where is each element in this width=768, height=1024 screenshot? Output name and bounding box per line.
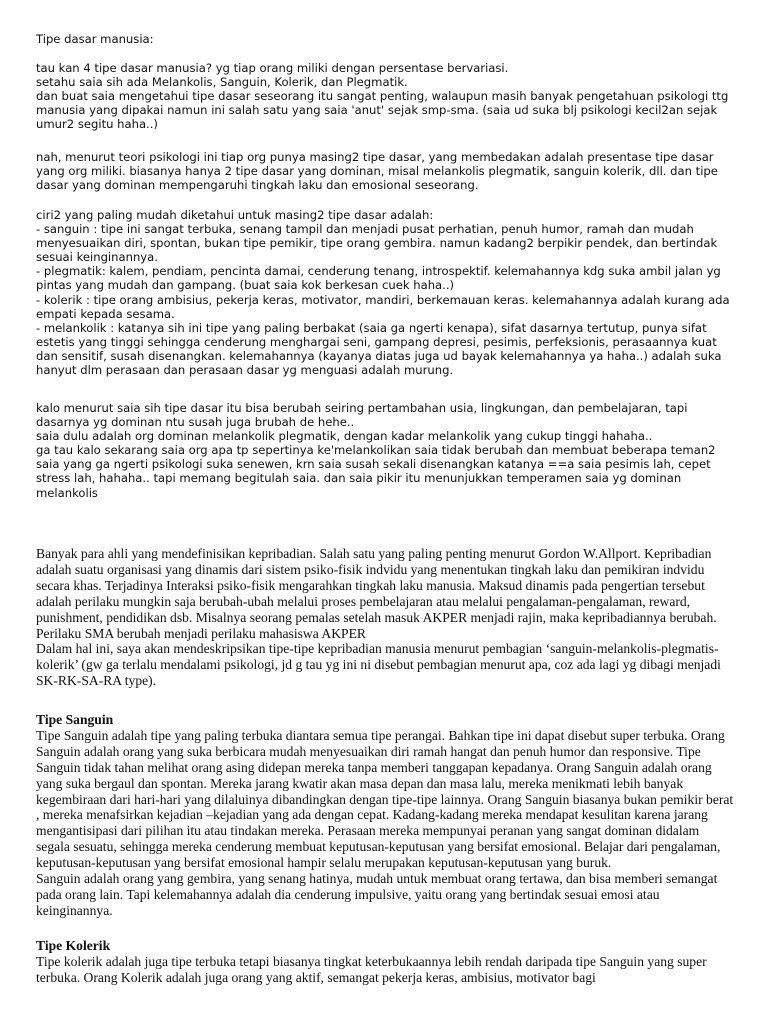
kolerik-section: [36, 938, 736, 986]
sanguin-section: [36, 712, 736, 919]
intro-line: setahu saia sih ada Melankolis, Sanguin, Kolerik, dan Plegmatik.: [36, 75, 408, 90]
intro-line: tau kan 4 tipe dasar manusia? yg tiap orang miliki dengan persentase bervariasi.: [36, 61, 509, 75]
sanguin-heading: Tipe Sanguin: [36, 712, 114, 727]
trait-kolerik: - kolerik : tipe orang ambisius, pekerja keras, motivator, mandiri, berkemauan keras. kelemahannya adalah kurang ada empati kepada sesama.: [36, 292, 730, 321]
closing-line: ga tau kalo sekarang saia org apa tp sepertinya ke'melankolikan saia tidak berubah dan membuat beberapa teman2 saia yang ga ngerti psikologi suka senewen, krn saia susah sekali disenangkan katanya ==a saia pesimis lah, cepet stress lah, hahaha.. tapi memang begitulah saia. dan saia pikir itu menunjukkan temperamen saia yg dominan melankolis: [36, 443, 716, 500]
kolerik-paragraph: Tipe kolerik adalah juga tipe terbuka tetapi biasanya tingkat keterbukaannya lebih rendah daripada tipe Sanguin yang super terbuka. Orang Kolerik adalah juga orang yang aktif, semangat pekerja keras, ambisius, motivator bagi: [36, 953, 707, 985]
trait-sanguin: - sanguin : tipe ini sangat terbuka, senang tampil dan menjadi pusat perhatian, penuh humor, ramah dan mudah menyesuaikan diri, spontan, bukan tipe pemikir, tipe orang gembira. namun kadang2 berpikir pendek, dan bertindak sesuai keinginannya.: [36, 222, 718, 265]
section-title: Tipe dasar manusia:: [36, 32, 154, 46]
closing-paragraph: [36, 401, 736, 500]
trait-melankolik: - melankolik : katanya sih ini tipe yang paling berbakat (saia ga ngerti kenapa), sifat dasarnya tertutup, punya sifat estetis yang tinggi sehingga cenderung menghargai seni, gampang depresi, pesimis, perfeksionis, perasaannya kuat dan sensitif, susah disenangkan. kelemahannya (kayanya diatas juga ud bayak kelemahannya ya haha..) adalah suka hanyut dlm perasaan dan perasaan dasar yg menguasi adalah murung.: [36, 320, 722, 378]
closing-line: kalo menurut saia sih tipe dasar itu bisa berubah seiring pertambahan usia, lingkungan, dan pembelajaran, tapi dasarnya yg dominan ntu susah juga brubah de hehe..: [36, 401, 688, 430]
intro-paragraph: [36, 61, 736, 131]
theory-text: nah, menurut teori psikologi ini tiap org punya masing2 tipe dasar, yang membedakan adalah presentase tipe dasar yang org miliki. biasanya hanya 2 tipe dasar yang dominan, misal melankolis plegmatik, sanguin kolerik, dll. dan tipe dasar yang dominan mempengaruhi tingkah laku dan emosional seseorang.: [36, 150, 718, 193]
article-paragraph: Dalam hal ini, saya akan mendeskripsikan tipe-tipe kepribadian manusia menurut pembagian ‘sanguin-melankolis-plegmatis-kolerik’ (gw ga terlalu mendalami psikologi, jd g tau yg ini ni disebut pembagian menurut apa, coz ada lagi yg dibagi menjadi SK-RK-SA-RA type).: [36, 641, 721, 689]
article-intro: [36, 546, 736, 689]
traits-paragraph: [36, 208, 736, 377]
section-title-block: [36, 32, 736, 46]
closing-line: saia dulu adalah org dominan melankolik plegmatik, dengan kadar melankolik yang cukup tinggi hahaha..: [36, 429, 653, 444]
intro-line: dan buat saia mengetahui tipe dasar seseorang itu sangat penting, walaupun masih banyak pengetahuan psikologi ttg manusia yang dipakai namun ini salah satu yang saia 'anut' sejak smp-sma. (saia ud suka blj psikologi kecil2an sejak umur2 segitu haha..): [36, 89, 729, 132]
trait-plegmatik: - plegmatik: kalem, pendiam, pencinta damai, cenderung tenang, introspektif. kelemahannya kdg suka ambil jalan yg pintas yang mudah dan gampang. (buat saia kok berkesan cuek haha..): [36, 264, 721, 293]
theory-paragraph: [36, 150, 736, 192]
traits-intro: ciri2 yang paling mudah diketahui untuk masing2 tipe dasar adalah:: [36, 208, 434, 222]
article-paragraph: Banyak para ahli yang mendefinisikan kepribadian. Salah satu yang paling penting menurut Gordon W.Allport. Kepribadian adalah suatu organisasi yang dinamis dari sistem psiko-fisik indvidu yang menentukan tingkah laku dan pemikiran indvidu secara khas. Terjadinya Interaksi psiko-fisik mengarahkan tingkah laku manusia. Maksud dinamis pada pengertian tersebut adalah perilaku mungkin saja berubah-ubah melalui proses pembelajaran atau melalui pengalaman-pengalaman, reward, punishment, pendidikan dsb. Misalnya seorang pemalas setelah masuk AKPER menjadi rajin, maka kepribadiannya berubah. Perilaku SMA berubah menjadi perilaku mahasiswa AKPER: [36, 546, 717, 641]
sanguin-paragraph: Tipe Sanguin adalah tipe yang paling terbuka diantara semua tipe perangai. Bahkan tipe ini dapat disebut super terbuka. Orang Sanguin adalah orang yang suka berbicara mudah menyesuaikan diri ramah hangat dan penuh humor dan responsive. Tipe Sanguin tidak tahan melihat orang asing didepan mereka tanpa memberi tanggapan kepadanya. Orang Sanguin adalah orang yang suka bergaul dan spontan. Mereka jarang kwatir akan masa depan dan masa lalu, mereka menikmati lebih banyak kegembiraan dari hari-hari yang dilaluinya dibandingkan dengan tipe-tipe lainnya. Orang Sanguin biasanya bukan pemikir berat , mereka menafsirkan kejadian –kejadian yang ada dengan cepat. Kadang-kadang mereka mendapat kesulitan karena jarang mengantisipasi dari pilihan itu atau tindakan mereka. Perasaan mereka mempunyai peranan yang sangat dominan didalam segala sesuatu, sehingga mereka cenderung membuat keputusan-keputusan yang bersifat emosional. Belajar dari pengalaman, keputusan-keputusan yang bersifat emosional hampir selalu merupakan keputusan-keputusan yang buruk.: [36, 727, 734, 871]
kolerik-heading: Tipe Kolerik: [36, 938, 111, 953]
sanguin-paragraph: Sanguin adalah orang yang gembira, yang senang hatinya, mudah untuk membuat orang tertawa, dan bisa memberi semangat pada orang lain. Tapi kelemahannya adalah dia cenderung impulsive, yaitu orang yang bertindak sesuai emosi atau keinginannya.: [36, 871, 718, 918]
